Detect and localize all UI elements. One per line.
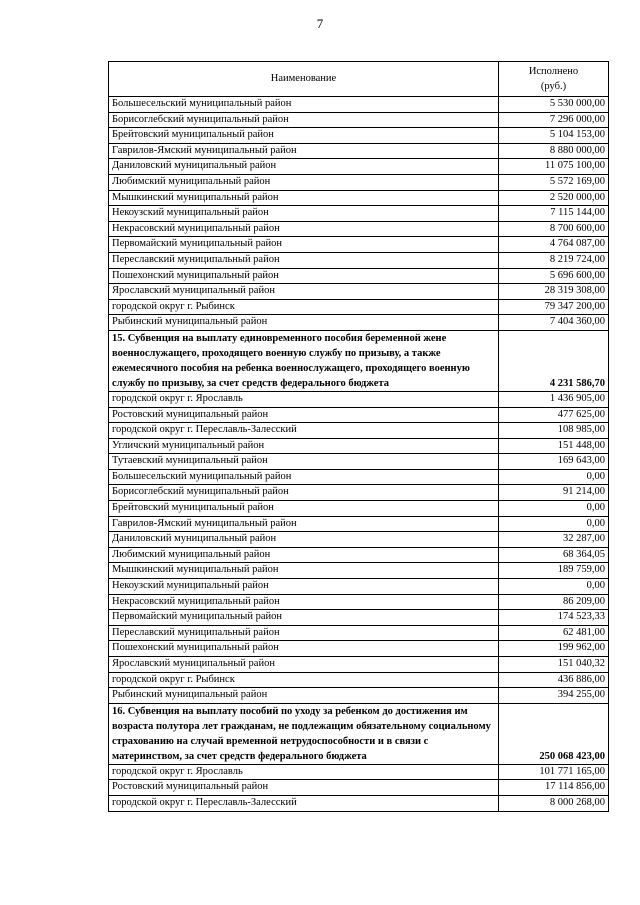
row-name: городской округ г. Рыбинск [109, 672, 499, 688]
row-name: Угличский муниципальный район [109, 438, 499, 454]
row-name: Некоузский муниципальный район [109, 206, 499, 222]
row-name: Даниловский муниципальный район [109, 532, 499, 548]
row-name: Любимский муниципальный район [109, 174, 499, 190]
table-header-row [109, 62, 609, 97]
row-amount: 91 214,00 [499, 485, 609, 501]
table-row [109, 657, 609, 673]
table-row [109, 159, 609, 175]
table-row [109, 764, 609, 780]
row-amount: 2 520 000,00 [499, 190, 609, 206]
table-row [109, 97, 609, 113]
row-amount: 28 319 308,00 [499, 284, 609, 300]
row-name: Ростовский муниципальный район [109, 780, 499, 796]
table-row [109, 532, 609, 548]
table-row [109, 391, 609, 407]
row-name: Некрасовский муниципальный район [109, 221, 499, 237]
section-title: 15. Субвенция на выплату единовременного пособия беременной жене военнослужащего, проходящего военную службу по призыву, а также ежемесячного пособия на ребенка военнослужащего, проходящего военную службу по призыву, за счет средств федерального бюджета [109, 330, 499, 391]
row-name: городской округ г. Переславль-Залесский [109, 795, 499, 811]
row-amount: 86 209,00 [499, 594, 609, 610]
budget-table [108, 61, 609, 812]
table-row [109, 641, 609, 657]
row-name: городской округ г. Ярославль [109, 391, 499, 407]
row-amount: 477 625,00 [499, 407, 609, 423]
row-name: Первомайский муниципальный район [109, 610, 499, 626]
table-row [109, 315, 609, 331]
column-header-amount-line1: Исполнено [528, 66, 579, 77]
row-amount: 108 985,00 [499, 423, 609, 439]
table-row [109, 438, 609, 454]
table-row [109, 485, 609, 501]
table-row [109, 190, 609, 206]
row-name: Борисоглебский муниципальный район [109, 112, 499, 128]
section-row [109, 703, 609, 764]
row-amount: 68 364,05 [499, 547, 609, 563]
row-amount: 7 115 144,00 [499, 206, 609, 222]
table-row [109, 563, 609, 579]
row-amount: 79 347 200,00 [499, 299, 609, 315]
table-row [109, 594, 609, 610]
table-row [109, 174, 609, 190]
table-row [109, 672, 609, 688]
row-amount: 101 771 165,00 [499, 764, 609, 780]
table-row [109, 423, 609, 439]
row-amount: 151 040,32 [499, 657, 609, 673]
table-row [109, 454, 609, 470]
row-name: Даниловский муниципальный район [109, 159, 499, 175]
column-header-amount-line2: (руб.) [540, 81, 567, 92]
row-name: Мышкинский муниципальный район [109, 190, 499, 206]
row-name: Ярославский муниципальный район [109, 284, 499, 300]
table-row [109, 128, 609, 144]
row-amount: 62 481,00 [499, 625, 609, 641]
row-amount: 8 219 724,00 [499, 252, 609, 268]
row-name: Некоузский муниципальный район [109, 579, 499, 595]
row-amount: 169 643,00 [499, 454, 609, 470]
row-amount: 5 572 169,00 [499, 174, 609, 190]
row-name: Ростовский муниципальный район [109, 407, 499, 423]
row-amount: 174 523,33 [499, 610, 609, 626]
row-amount: 151 448,00 [499, 438, 609, 454]
row-amount: 8 700 600,00 [499, 221, 609, 237]
table-row [109, 516, 609, 532]
row-name: городской округ г. Ярославль [109, 764, 499, 780]
row-name: Любимский муниципальный район [109, 547, 499, 563]
row-amount: 394 255,00 [499, 688, 609, 704]
table-row [109, 547, 609, 563]
row-name: Брейтовский муниципальный район [109, 128, 499, 144]
table-row [109, 469, 609, 485]
row-name: Гаврилов-Ямский муниципальный район [109, 143, 499, 159]
row-name: Рыбинский муниципальный район [109, 688, 499, 704]
section-amount: 250 068 423,00 [499, 703, 609, 764]
table-row [109, 268, 609, 284]
row-name: городской округ г. Рыбинск [109, 299, 499, 315]
row-amount: 17 114 856,00 [499, 780, 609, 796]
table-row [109, 625, 609, 641]
table-row [109, 780, 609, 796]
table-row [109, 284, 609, 300]
row-name: Мышкинский муниципальный район [109, 563, 499, 579]
table-row [109, 143, 609, 159]
row-name: Переславский муниципальный район [109, 625, 499, 641]
row-name: Пошехонский муниципальный район [109, 268, 499, 284]
row-amount: 199 962,00 [499, 641, 609, 657]
row-amount: 7 296 000,00 [499, 112, 609, 128]
row-amount: 0,00 [499, 501, 609, 517]
table-row [109, 299, 609, 315]
section-row [109, 330, 609, 391]
table-row [109, 206, 609, 222]
row-name: Брейтовский муниципальный район [109, 501, 499, 517]
table-row [109, 237, 609, 253]
row-amount: 4 764 087,00 [499, 237, 609, 253]
table-row [109, 795, 609, 811]
column-header-amount [499, 62, 609, 97]
row-amount: 8 000 268,00 [499, 795, 609, 811]
table-row [109, 252, 609, 268]
row-amount: 5 530 000,00 [499, 97, 609, 113]
row-amount: 11 075 100,00 [499, 159, 609, 175]
table-row [109, 688, 609, 704]
table-row [109, 579, 609, 595]
row-amount: 436 886,00 [499, 672, 609, 688]
row-name: Тутаевский муниципальный район [109, 454, 499, 470]
row-name: городской округ г. Переславль-Залесский [109, 423, 499, 439]
section-title: 16. Субвенция на выплату пособий по уходу за ребенком до достижения им возраста полутора лет гражданам, не подлежащим обязательному социальному страхованию на случай временной нетрудоспособности и в связи с материнством, за счет средств федерального бюджета [109, 703, 499, 764]
table-row [109, 221, 609, 237]
row-name: Некрасовский муниципальный район [109, 594, 499, 610]
row-name: Борисоглебский муниципальный район [109, 485, 499, 501]
column-header-name: Наименование [109, 62, 499, 97]
section-amount: 4 231 586,70 [499, 330, 609, 391]
table-row [109, 610, 609, 626]
table-row [109, 112, 609, 128]
row-name: Переславский муниципальный район [109, 252, 499, 268]
row-name: Ярославский муниципальный район [109, 657, 499, 673]
table-row [109, 407, 609, 423]
row-amount: 32 287,00 [499, 532, 609, 548]
row-name: Первомайский муниципальный район [109, 237, 499, 253]
row-amount: 7 404 360,00 [499, 315, 609, 331]
row-amount: 189 759,00 [499, 563, 609, 579]
row-amount: 1 436 905,00 [499, 391, 609, 407]
row-amount: 8 880 000,00 [499, 143, 609, 159]
row-amount: 0,00 [499, 469, 609, 485]
row-amount: 5 696 600,00 [499, 268, 609, 284]
row-name: Гаврилов-Ямский муниципальный район [109, 516, 499, 532]
row-amount: 5 104 153,00 [499, 128, 609, 144]
row-name: Пошехонский муниципальный район [109, 641, 499, 657]
row-amount: 0,00 [499, 516, 609, 532]
row-amount: 0,00 [499, 579, 609, 595]
page-number: 7 [316, 16, 324, 31]
row-name: Большесельский муниципальный район [109, 97, 499, 113]
row-name: Рыбинский муниципальный район [109, 315, 499, 331]
table-body [109, 97, 609, 812]
table-row [109, 501, 609, 517]
row-name: Большесельский муниципальный район [109, 469, 499, 485]
